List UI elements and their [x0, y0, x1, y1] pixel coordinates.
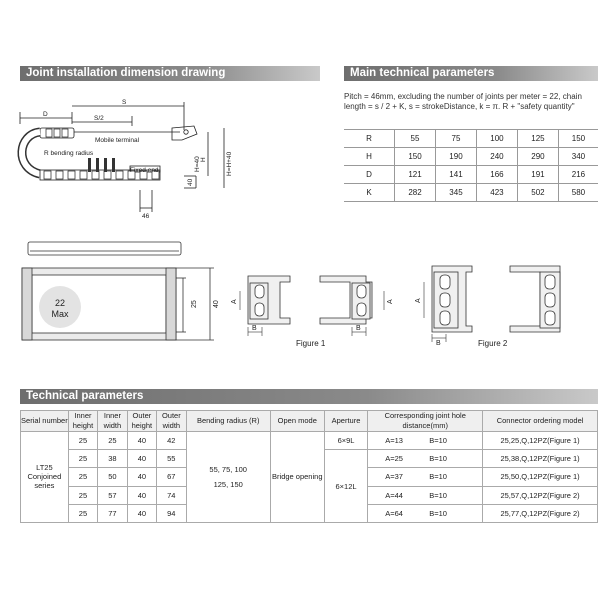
main-params-cell: 282 — [395, 184, 436, 202]
joint-hole-distance-cell — [368, 504, 483, 522]
main-params-cell: 121 — [395, 166, 436, 184]
connector-model-cell: 25,57,Q,12PZ(Figure 2) — [483, 486, 598, 504]
dimension-cell: 40 — [127, 450, 156, 468]
main-params-cell: 290 — [517, 148, 558, 166]
aperture-cell: 6×9L — [324, 432, 368, 450]
label-h-eq: H=H+40 — [226, 151, 233, 176]
joint-hole-distance-cell — [368, 468, 483, 486]
tech-params-column-header: Aperture — [324, 411, 368, 432]
main-params-cell: 580 — [558, 184, 598, 202]
main-params-row-label: K — [344, 184, 395, 202]
tech-params-column-header: Inner height — [68, 411, 97, 432]
tech-params-column-header: Bending radius (R) — [186, 411, 270, 432]
main-params-cell: 75 — [435, 130, 476, 148]
tech-params-column-header: Open mode — [270, 411, 324, 432]
joint-b-value: B=10 — [429, 490, 447, 500]
dimension-cell: 57 — [98, 486, 127, 504]
tech-params-column-header: Serial number — [21, 411, 69, 432]
dimension-cell: 40 — [127, 468, 156, 486]
tech-params-column-header: Outer width — [157, 411, 186, 432]
joint-a-value: A=64 — [385, 508, 403, 518]
max-label: Max — [51, 309, 69, 319]
joint-hole-distance-cell — [368, 486, 483, 504]
bending-radius-cell — [186, 432, 270, 523]
main-params-cell: 100 — [476, 130, 517, 148]
joint-b-value: B=10 — [429, 436, 447, 446]
dimension-cell: 94 — [157, 504, 186, 522]
dimension-cell: 38 — [98, 450, 127, 468]
dimension-cell: 25 — [68, 486, 97, 504]
dimension-cell: 40 — [127, 432, 156, 450]
main-params-row-label: H — [344, 148, 395, 166]
label-h40: H=40 — [194, 156, 201, 172]
main-params-header: Main technical parameters — [344, 66, 598, 81]
tech-params-table — [20, 410, 598, 523]
dimension-cell: 25 — [68, 468, 97, 486]
joint-a-value: A=13 — [385, 436, 403, 446]
label-d: D — [43, 111, 48, 118]
fig1-a-right: A — [387, 299, 394, 304]
joint-hole-distance-cell — [368, 450, 483, 468]
label-s-half: S/2 — [94, 115, 104, 122]
connector-model-cell: 25,38,Q,12PZ(Figure 1) — [483, 450, 598, 468]
joint-a-value: A=37 — [385, 472, 403, 482]
joint-b-value: B=10 — [429, 508, 447, 518]
dimension-cell: 55 — [157, 450, 186, 468]
label-40: 40 — [187, 178, 194, 186]
figure1-caption: Figure 1 — [296, 339, 326, 348]
joint-b-value: B=10 — [429, 472, 447, 482]
main-params-cell: 345 — [435, 184, 476, 202]
serial-number-cell: LT25 Conjoined series — [21, 432, 69, 523]
label-s: S — [122, 99, 127, 106]
fig1-a-left: A — [231, 299, 238, 304]
connector-model-cell: 25,25,Q,12PZ(Figure 1) — [483, 432, 598, 450]
tech-params-column-header: Inner width — [98, 411, 127, 432]
main-params-row — [344, 184, 598, 202]
connector-model-cell: 25,50,Q,12PZ(Figure 1) — [483, 468, 598, 486]
dimension-cell: 25 — [68, 450, 97, 468]
main-params-cell: 141 — [435, 166, 476, 184]
main-params-row — [344, 130, 598, 148]
tech-params-column-header: Connector ordering model — [483, 411, 598, 432]
main-params-table — [344, 129, 598, 202]
main-params-cell: 125 — [517, 130, 558, 148]
label-pitch: 46 — [142, 213, 150, 220]
formula-note: Pitch = 46mm, excluding the number of joints per meter = 22, chain length = s / 2 + K, s = strokeDistance, k = π. R + "safety quantity" — [344, 92, 582, 111]
label-bending: R bending radius — [44, 150, 94, 157]
main-params-cell: 502 — [517, 184, 558, 202]
bending-radius-line: 55, 75, 100 — [209, 464, 247, 474]
fig1-b-right: B — [356, 325, 361, 332]
main-params-cell: 55 — [395, 130, 436, 148]
main-params-row — [344, 148, 598, 166]
dimension-cell: 25 — [68, 504, 97, 522]
label-fixed: Fixed end — [130, 167, 159, 174]
joint-hole-distance-cell — [368, 432, 483, 450]
label-mobile: Mobile terminal — [95, 137, 140, 144]
main-params-cell: 150 — [395, 148, 436, 166]
fig1-b-left: B — [252, 325, 257, 332]
fig2-a: A — [415, 298, 422, 303]
main-params-cell: 191 — [517, 166, 558, 184]
aperture-cell: 6×12L — [324, 450, 368, 523]
dim-25: 25 — [191, 300, 198, 308]
tech-params-header: Technical parameters — [20, 389, 598, 404]
fig2-b: B — [436, 340, 441, 347]
main-params-cell: 240 — [476, 148, 517, 166]
label-h: H — [200, 157, 207, 162]
figure2-caption: Figure 2 — [478, 339, 508, 348]
connector-model-cell: 25,77,Q,12PZ(Figure 2) — [483, 504, 598, 522]
main-params-row-label: R — [344, 130, 395, 148]
main-params-row-label: D — [344, 166, 395, 184]
tech-params-header-row — [21, 411, 598, 432]
dimension-cell: 42 — [157, 432, 186, 450]
joint-drawing-header: Joint installation dimension drawing — [20, 66, 320, 81]
tech-params-column-header: Corresponding joint hole distance(mm) — [368, 411, 483, 432]
open-mode-cell: Bridge opening — [270, 432, 324, 523]
dim-40: 40 — [213, 300, 220, 308]
dimension-cell: 50 — [98, 468, 127, 486]
tech-params-row — [21, 432, 598, 450]
main-params-cell: 340 — [558, 148, 598, 166]
main-params-cell: 150 — [558, 130, 598, 148]
dimension-cell: 25 — [98, 432, 127, 450]
dimension-cell: 25 — [68, 432, 97, 450]
main-params-cell: 216 — [558, 166, 598, 184]
dimension-cell: 77 — [98, 504, 127, 522]
joint-a-value: A=25 — [385, 454, 403, 464]
main-params-cell: 423 — [476, 184, 517, 202]
joint-b-value: B=10 — [429, 454, 447, 464]
max-value: 22 — [54, 298, 66, 308]
bending-radius-line: 125, 150 — [213, 479, 243, 489]
dimension-cell: 74 — [157, 486, 186, 504]
dimension-cell: 40 — [127, 486, 156, 504]
dimension-cell: 40 — [127, 504, 156, 522]
dimension-cell: 67 — [157, 468, 186, 486]
main-params-cell: 190 — [435, 148, 476, 166]
tech-params-column-header: Outer height — [127, 411, 156, 432]
main-params-cell: 166 — [476, 166, 517, 184]
joint-a-value: A=44 — [385, 490, 403, 500]
main-params-row — [344, 166, 598, 184]
